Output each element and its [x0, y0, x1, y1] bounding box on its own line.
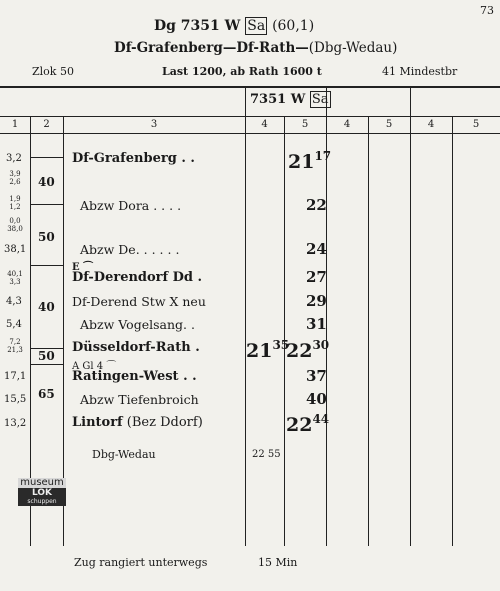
station-vogelsang: Abzw Vogelsang. . — [80, 317, 195, 332]
dep-stw: 29 — [306, 292, 327, 310]
speed-4: 50 — [38, 349, 55, 363]
colnum-3: 3 — [150, 119, 158, 130]
station-wedau: Dbg-Wedau — [92, 448, 156, 461]
dep-lintorf-m: 44 — [312, 412, 330, 426]
dep-vogelsang: 31 — [306, 315, 327, 333]
table-top-rule — [0, 86, 500, 88]
km-frac-5-bottom: 3,3 — [9, 278, 21, 286]
km-frac-2-bottom: 1,2 — [9, 203, 21, 211]
route-main: Df-Grafenberg—Df-Rath— — [114, 40, 309, 56]
dep-derendorf: 27 — [306, 268, 327, 286]
station-lintorf-extra: (Bez Ddorf) — [126, 415, 203, 430]
col-sep-7 — [410, 88, 411, 546]
km-grafenberg: 3,2 — [6, 153, 22, 164]
train-column-badge: Sa — [311, 92, 329, 107]
km-tiefenbroich: 15,5 — [4, 394, 27, 405]
dep-de: 24 — [306, 240, 327, 258]
logo-line-3: schuppen — [27, 498, 57, 505]
footer-duration: 15 Min — [258, 556, 298, 569]
museum-logo — [18, 478, 66, 506]
col-sep-4 — [284, 116, 285, 546]
station-lintorf-name: Lintorf — [72, 415, 123, 430]
station-lintorf — [72, 415, 203, 430]
arr-rath-m: 35 — [272, 338, 290, 352]
footer-note: Zug rangiert unterwegs — [74, 556, 208, 569]
km-stw: 4,3 — [6, 296, 22, 307]
speed-3: 40 — [38, 300, 55, 314]
colnum-5: 5 — [301, 119, 309, 130]
train-badge: Sa — [247, 18, 266, 34]
dep-tiefenbroich: 40 — [306, 390, 327, 408]
station-abzw-dora: Abzw Dora . . . . — [80, 198, 182, 213]
logo-line-2: LOK — [31, 488, 53, 498]
loco-info: Zlok 50 — [32, 65, 74, 78]
dep-dora: 22 — [306, 196, 327, 214]
colnum-1: 1 — [11, 119, 19, 130]
speed-seg-top — [30, 157, 63, 158]
train-title — [154, 18, 314, 34]
route-extra: (Dbg-Wedau) — [308, 40, 398, 56]
note-e: E ⌒ — [72, 262, 94, 273]
km-frac-8 — [4, 338, 26, 354]
km-frac-8-top: 7,2 — [9, 338, 21, 346]
speed-5: 65 — [38, 387, 55, 401]
arr-rath-h: 21 — [246, 340, 273, 362]
colnum-rule — [0, 133, 500, 134]
km-frac-3-bottom: 38,0 — [7, 225, 23, 233]
speed-2: 50 — [38, 230, 55, 244]
dep-grafenberg-m: 17 — [314, 149, 332, 163]
speed-1: 40 — [38, 175, 55, 189]
station-grafenberg: Df-Grafenberg . . — [72, 151, 195, 166]
load-info: Last 1200, ab Rath 1600 t — [162, 65, 322, 78]
station-rath: Düsseldorf-Rath . — [72, 340, 200, 355]
train-suffix: (60,1) — [272, 18, 315, 34]
dep-ratingen: 37 — [306, 367, 327, 385]
km-dea: 38,1 — [4, 244, 27, 255]
colnum-2: 2 — [43, 119, 50, 130]
dep-rath-h: 22 — [286, 340, 313, 362]
dep-lintorf-h: 22 — [286, 414, 313, 436]
arr-rath — [246, 338, 289, 362]
col-sep-8 — [452, 116, 453, 546]
colnum-7: 5 — [385, 119, 393, 130]
arr-wedau: 22 55 — [252, 449, 281, 460]
colnum-6: 4 — [343, 119, 351, 130]
dep-grafenberg — [288, 149, 331, 173]
km-frac-3 — [4, 217, 26, 233]
speed-seg-1 — [30, 204, 63, 205]
km-frac-5-top: 40,1 — [7, 270, 23, 278]
train-prefix: Dg 7351 W — [154, 18, 241, 34]
col-sep-3 — [245, 88, 246, 546]
km-frac-2-top: 1,9 — [9, 195, 21, 203]
header-rule — [0, 116, 500, 117]
colnum-9: 5 — [472, 119, 480, 130]
km-lintorf: 13,2 — [4, 418, 27, 429]
colnum-4: 4 — [261, 119, 268, 130]
speed-seg-4 — [30, 364, 63, 365]
station-ratingen: Ratingen-West . . — [72, 369, 197, 384]
km-frac-2 — [4, 195, 26, 211]
station-tiefenbroich: Abzw Tiefenbroich — [80, 392, 199, 407]
speed-seg-2 — [30, 265, 63, 266]
km-frac-1-top: 3,9 — [9, 170, 21, 178]
brake-info: 41 Mindestbr — [382, 65, 458, 78]
km-frac-3-top: 0,0 — [9, 217, 21, 225]
dep-grafenberg-h: 21 — [288, 151, 315, 173]
km-frac-5 — [4, 270, 26, 286]
km-ratingen: 17,1 — [4, 371, 27, 382]
dep-rath-m: 30 — [312, 338, 330, 352]
col-sep-6 — [368, 116, 369, 546]
dep-rath — [286, 338, 329, 362]
km-frac-1 — [4, 170, 26, 186]
route-title — [114, 40, 397, 56]
station-derendorf: Df-Derendorf Dd . — [72, 270, 203, 285]
station-stw: Df-Derend Stw X neu — [72, 294, 206, 309]
logo-line-1: museum — [18, 478, 66, 488]
km-frac-8-bottom: 21,3 — [7, 346, 23, 354]
train-column-label: 7351 W — [250, 92, 306, 107]
colnum-8: 4 — [427, 119, 435, 130]
station-abzw-de: Abzw De. . . . . . — [80, 242, 180, 257]
note-a-gl4: A Gl 4 ⌒ — [72, 361, 117, 372]
train-column-header — [250, 92, 331, 107]
dep-lintorf — [286, 412, 329, 436]
km-frac-1-bottom: 2,6 — [9, 178, 21, 186]
km-vogelsang: 5,4 — [6, 319, 22, 330]
page-number: 73 — [480, 4, 494, 17]
